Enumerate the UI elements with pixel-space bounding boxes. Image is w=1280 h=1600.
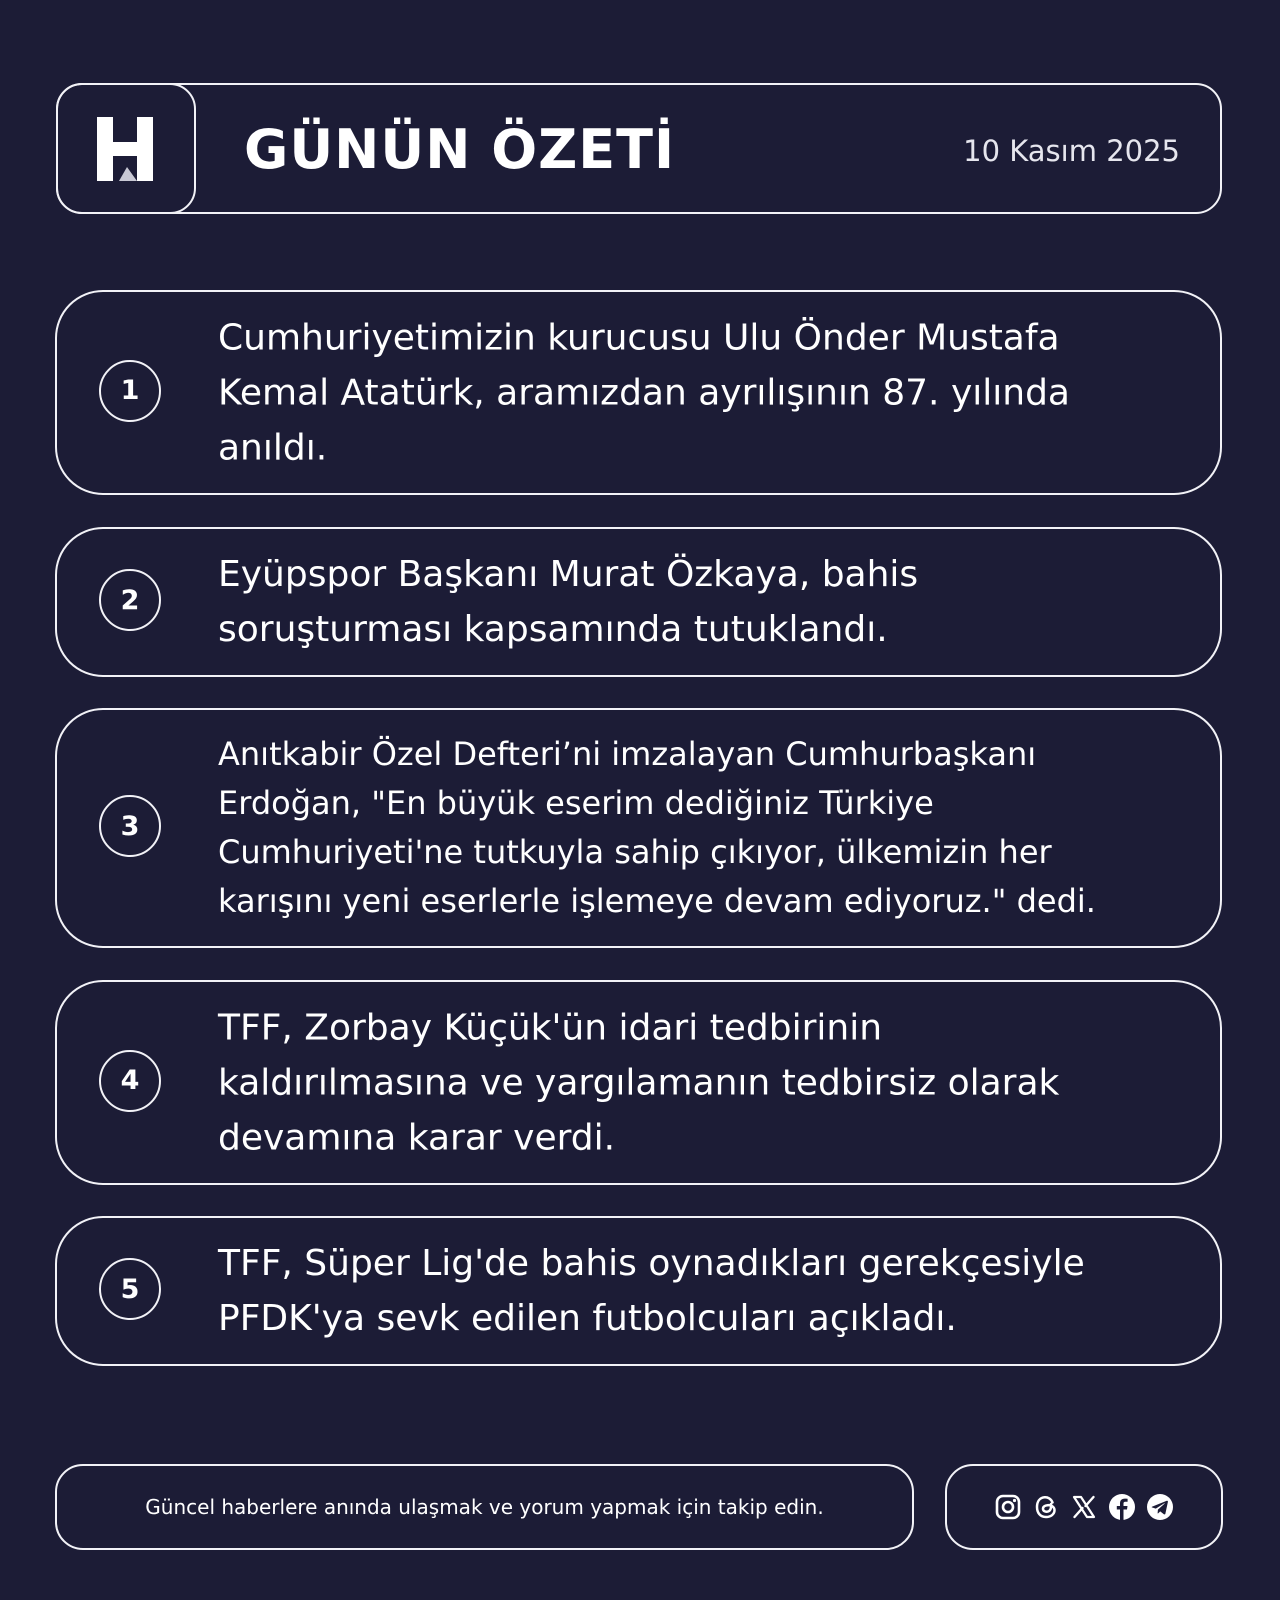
header-date: 10 Kasım 2025 bbox=[963, 134, 1180, 168]
threads-icon[interactable] bbox=[1031, 1492, 1061, 1522]
news-number-badge: 1 bbox=[99, 360, 161, 422]
news-text: TFF, Süper Lig'de bahis oynadıkları gerekçesiyle PFDK'ya sevk edilen futbolcuları açıkladı. bbox=[218, 1243, 1085, 1339]
news-item-3[interactable] bbox=[55, 708, 1222, 948]
news-number-badge: 4 bbox=[99, 1050, 161, 1112]
news-item-2[interactable] bbox=[55, 527, 1222, 677]
news-item-1[interactable] bbox=[55, 290, 1222, 495]
x-icon[interactable] bbox=[1069, 1492, 1099, 1522]
news-text: TFF, Zorbay Küçük'ün idari tedbirinin kaldırılmasına ve yargılamanın tedbirsiz olarak devamına karar verdi. bbox=[218, 1007, 1060, 1158]
news-number-badge: 5 bbox=[99, 1258, 161, 1320]
news-item-5[interactable] bbox=[55, 1216, 1222, 1366]
follow-cta: Güncel haberlere anında ulaşmak ve yorum yapmak için takip edin. bbox=[55, 1464, 914, 1550]
telegram-icon[interactable] bbox=[1145, 1492, 1175, 1522]
social-links bbox=[945, 1464, 1223, 1550]
news-text: Anıtkabir Özel Defteri’ni imzalayan Cumhurbaşkanı Erdoğan, "En büyük eserim dediğiniz Türkiye Cumhuriyeti'ne tutkuyla sahip çıkıyor, ülkemizin her karışını yeni eserlerle işlemeye devam ediyoruz." dedi. bbox=[218, 735, 1096, 920]
facebook-icon[interactable] bbox=[1107, 1492, 1137, 1522]
page-title: GÜNÜN ÖZETİ bbox=[244, 118, 676, 181]
news-number-badge: 2 bbox=[99, 569, 161, 631]
instagram-icon[interactable] bbox=[993, 1492, 1023, 1522]
logo-box[interactable] bbox=[56, 83, 196, 214]
news-item-4[interactable] bbox=[55, 980, 1222, 1185]
h-logo-icon bbox=[95, 115, 157, 183]
news-text: Cumhuriyetimizin kurucusu Ulu Önder Mustafa Kemal Atatürk, aramızdan ayrılışının 87. yılında anıldı. bbox=[218, 317, 1070, 468]
news-text: Eyüpspor Başkanı Murat Özkaya, bahis soruşturması kapsamında tutuklandı. bbox=[218, 554, 919, 650]
header-bar bbox=[56, 83, 1222, 214]
news-number-badge: 3 bbox=[99, 795, 161, 857]
